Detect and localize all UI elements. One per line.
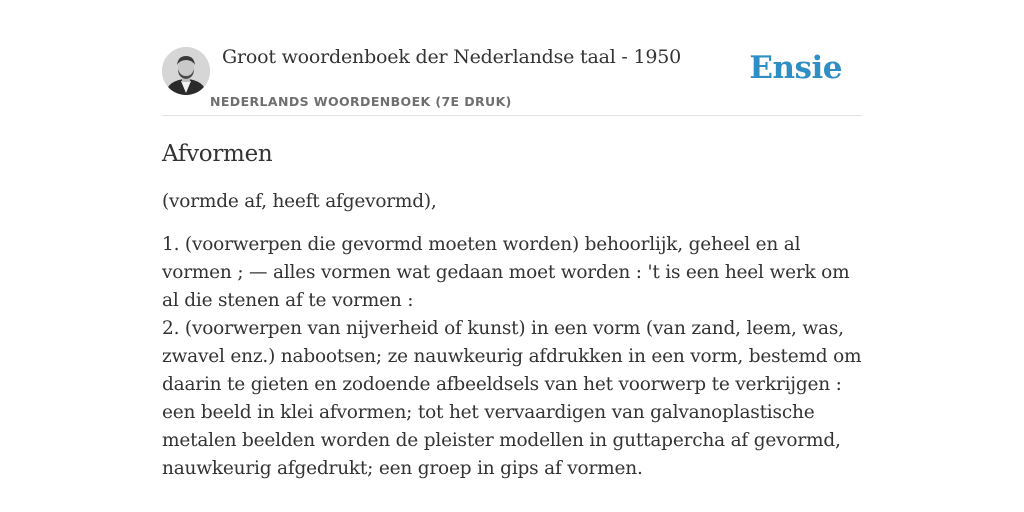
ensie-logo[interactable]: Ensie	[749, 50, 842, 86]
book-subtitle: NEDERLANDS WOORDENBOEK (7E DRUK)	[210, 94, 512, 109]
entry-content	[162, 138, 862, 483]
portrait-image	[162, 47, 210, 95]
entry-definition	[162, 231, 862, 483]
book-title[interactable]: Groot woordenboek der Nederlandse taal - 1950	[222, 46, 682, 68]
definition-sense-2: 2. (voorwerpen van nijverheid of kunst) in een vorm (van zand, leem, was, zwavel enz.) nabootsen; ze nauwkeurig afdrukken in een vorm, bestemd om daarin te gieten en zodoende afbeeldsels van het voorwerp te verkrijgen : een beeld in klei afvormen; tot het vervaardigen van galvanoplastische metalen beelden worden de pleister modellen in guttapercha af gevormd, nauwkeurig afgedrukt; een groep in gips af vormen.	[162, 318, 862, 479]
entry-grammar: (vormde af, heeft afgevormd),	[162, 191, 437, 212]
entry-headword: Afvormen	[162, 141, 273, 167]
header	[162, 44, 862, 116]
author-avatar[interactable]	[162, 47, 210, 95]
definition-sense-1: 1. (voorwerpen die gevormd moeten worden) behoorlijk, geheel en al vormen ; — alles vormen wat gedaan moet worden : 't is een heel werk om al die stenen af te vormen :	[162, 234, 850, 311]
